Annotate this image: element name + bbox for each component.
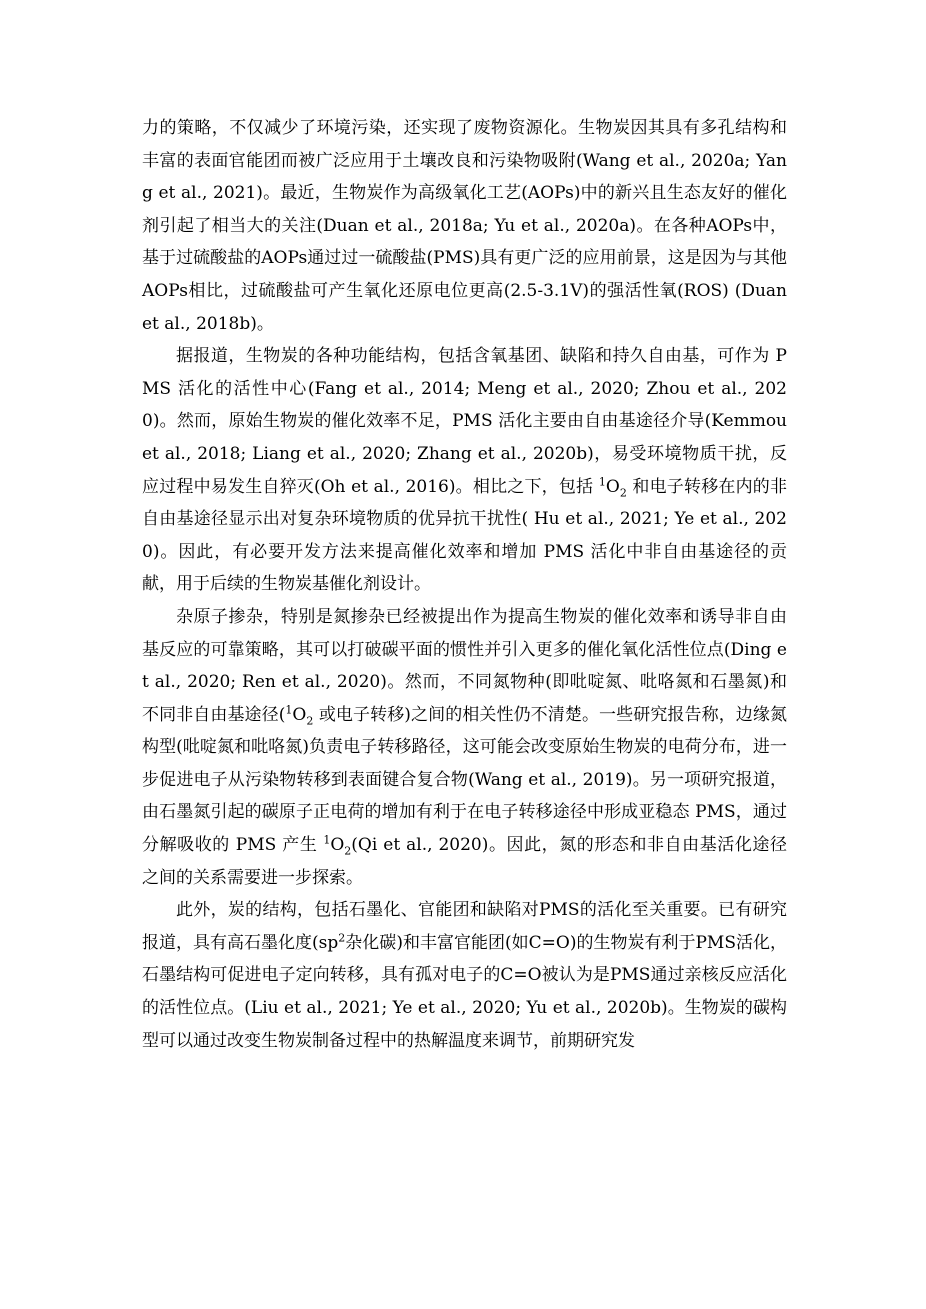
superscript: 1 — [285, 703, 293, 717]
paragraph-1 — [142, 112, 787, 340]
body-text — [142, 112, 787, 1057]
text-run: O — [292, 704, 307, 725]
text-run: O — [330, 835, 345, 856]
text-run: O — [605, 476, 620, 497]
paragraph-3 — [142, 601, 787, 894]
superscript: 1 — [598, 474, 606, 488]
text-run: 杂原子掺杂，特别是氮掺杂已经被提出作为提高生物炭的催化效率和诱导非自由基反应的可靠策略，其可以打破碳平面的惯性并引入更多的催化氧化活性位点(Ding et al., 2020; Ren et al., 2020)。然而，不同氮物种(即吡啶氮、吡咯氮和石墨氮)和不同非自由基途径( — [142, 606, 787, 725]
superscript: 2 — [338, 931, 346, 945]
paragraph-2 — [142, 340, 787, 601]
text-run: 力的策略，不仅减少了环境污染，还实现了废物资源化。生物炭因其具有多孔结构和丰富的表面官能团而被广泛应用于土壤改良和污染物吸附(Wang et al., 2020a; Yang et al., 2021)。最近，生物炭作为高级氧化工艺(AOPs)中的新兴且生态友好的催化剂引起了相当大的关注(Duan et al., 2018a; Yu et al., 2020a)。在各种AOPs中，基于过硫酸盐的AOPs通过过一硫酸盐(PMS)具有更广泛的应用前景，这是因为与其他AOPs相比，过硫酸盐可产生氧化还原电位更高(2.5-3.1V)的强活性氧(ROS) (Duan et al., 2018b)。 — [142, 118, 787, 334]
paragraph-4 — [142, 894, 787, 1057]
superscript: 1 — [323, 833, 331, 847]
text-run: 和电子转移在内的非自由基途径显示出对复杂环境物质的优异抗干扰性( Hu et al., 2021; Ye et al., 2020)。因此，有必要开发方法来提高催化效率和增加 PMS 活化中非自由基途径的贡献，用于后续的生物炭基催化剂设计。 — [142, 476, 788, 595]
text-run: (Qi et al., 2020)。因此，氮的形态和非自由基活化途径之间的关系需要进一步探索。 — [142, 835, 787, 888]
text-run: 或电子转移)之间的相关性仍不清楚。一些研究报告称，边缘氮构型(吡啶氮和吡咯氮)负责电子转移路径，这可能会改变原始生物炭的电荷分布，进一步促进电子从污染物转移到表面键合复合物(Wang et al., 2019)。另一项研究报道，由石墨氮引起的碳原子正电荷的增加有利于在电子转移途径中形成亚稳态 PMS，通过分解吸收的 PMS 产生 — [142, 704, 787, 856]
text-run: 据报道，生物炭的各种功能结构，包括含氧基团、缺陷和持久自由基，可作为 PMS 活化的活性中心(Fang et al., 2014; Meng et al., 2020; Zhou et al., 2020)。然而，原始生物炭的催化效率不足，PMS 活化主要由自由基途径介导(Kemmou et al., 2018; Liang et al., 2020; Zhang et al., 2020b)，易受环境物质干扰，反应过程中易发生自猝灭(Oh et al., 2016)。相比之下，包括 — [142, 346, 787, 497]
subscript: 2 — [344, 844, 352, 858]
text-run: 杂化碳)和丰富官能团(如C=O)的生物炭有利于PMS活化，石墨结构可促进电子定向转移，具有孤对电子的C=O被认为是PMS通过亲核反应活化的活性位点。(Liu et al., 2021; Ye et al., 2020; Yu et al., 2020b)。生物炭的碳构型可以通过改变生物炭制备过程中的热解温度来调节，前期研究发 — [142, 932, 787, 1051]
subscript: 2 — [306, 714, 314, 728]
text-run: 此外，炭的结构，包括石墨化、官能团和缺陷对PMS的活化至关重要。已有研究报道，具有高石墨化度(sp — [142, 900, 787, 953]
subscript: 2 — [619, 485, 627, 499]
